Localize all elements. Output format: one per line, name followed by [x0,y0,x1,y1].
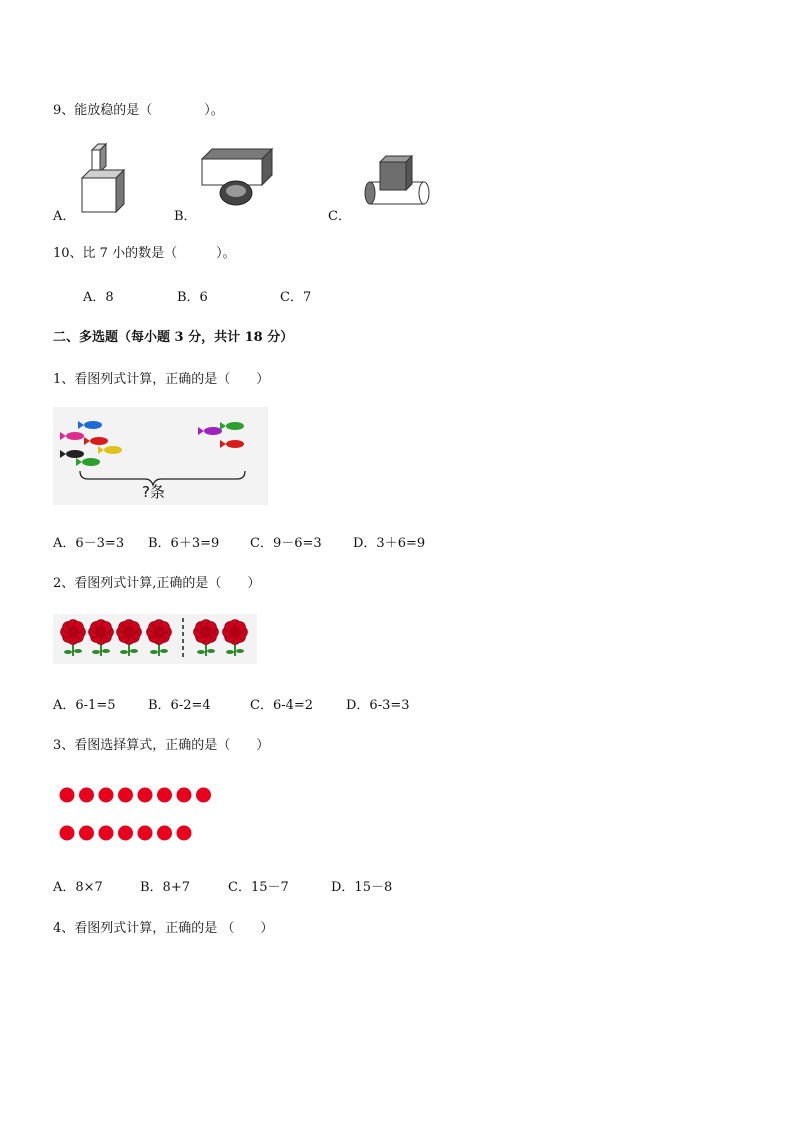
red-dot [177,826,192,841]
m3-option-a[interactable]: A．8×7 [53,880,103,895]
q10-option-a[interactable]: A．8 [83,290,114,305]
m1-option-d[interactable]: D．3＋6=9 [353,536,426,551]
flower-icon [147,620,172,657]
q9-figure-a [78,142,128,214]
m3-option-c[interactable]: C．15－7 [228,880,289,895]
m2-question: 2、看图列式计算,正确的是（ ） [53,576,261,591]
fish-icon [60,421,244,466]
flower-icon [194,620,219,657]
q10-option-b[interactable]: B．6 [177,290,208,305]
red-dot [99,788,114,803]
red-dot [99,826,114,841]
red-dot [157,788,172,803]
red-dot [177,788,192,803]
m1-option-a[interactable]: A．6－3=3 [53,536,125,551]
q10-option-c[interactable]: C．7 [280,290,312,305]
section-title: 二、多选题（每小题 3 分，共计 18 分） [53,330,294,345]
red-dot [196,788,211,803]
flower-icon [89,620,114,657]
q10-question: 10、比 7 小的数是（ ）。 [53,246,236,261]
m2-option-c[interactable]: C．6-4=2 [250,698,314,713]
m2-option-b[interactable]: B．6-2=4 [148,698,211,713]
m1-figure-label: ?条 [142,483,165,501]
red-dot [60,826,75,841]
q9-figure-c [364,152,430,210]
q9-question: 9、能放稳的是（ ）。 [53,103,224,118]
red-dot [157,826,172,841]
m2-option-a[interactable]: A．6-1=5 [53,698,116,713]
m4-question: 4、看图列式计算，正确的是 （ ） [53,921,274,936]
flower-icon [117,620,142,657]
red-dot [138,788,153,803]
m2-option-d[interactable]: D．6-3=3 [346,698,410,713]
q9-option-b[interactable]: B． [174,209,197,224]
red-dot [60,788,75,803]
red-dot [118,826,133,841]
red-dot [79,826,94,841]
q9-figure-b [200,145,276,207]
m1-question: 1、看图列式计算，正确的是（ ） [53,372,270,387]
red-dot [138,826,153,841]
flower-icon [223,620,248,657]
red-dot [79,788,94,803]
m3-question: 3、看图选择算式，正确的是（ ） [53,738,270,753]
m3-option-b[interactable]: B．8+7 [140,880,190,895]
q9-option-a[interactable]: A． [53,209,76,224]
m2-flower-figure [53,614,257,664]
m1-option-c[interactable]: C．9－6=3 [250,536,322,551]
red-dot [118,788,133,803]
flower-icon [61,620,86,657]
m1-fish-figure [53,407,268,505]
m1-option-b[interactable]: B．6＋3=9 [148,536,220,551]
m3-dots-figure [58,785,218,843]
m3-option-d[interactable]: D．15－8 [331,880,393,895]
q9-option-c[interactable]: C． [328,209,351,224]
